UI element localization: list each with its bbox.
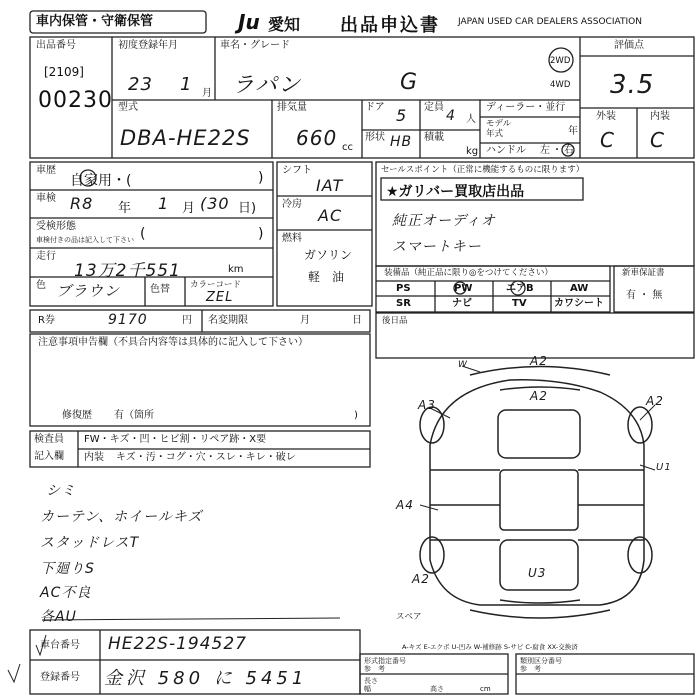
capacity-unit: 人 <box>466 114 476 125</box>
chassis-number: HE22S-194527 <box>108 634 247 654</box>
year-unit: 年 <box>568 126 578 137</box>
displacement-label: 排気量 <box>277 102 307 113</box>
equip-sr: SR <box>396 298 411 309</box>
car-name-label: 車名・グレード <box>220 40 290 51</box>
inspector-row-2: キズ・汚・コグ・穴・スレ・キレ・破レ <box>116 452 296 463</box>
handle-dot: ・ <box>552 145 562 156</box>
registration-month: 1 <box>180 74 193 95</box>
note-6: 各AU <box>40 609 77 625</box>
inspector-row-1: FW・キズ・凹・ヒビ割・リペア跡・X要 <box>84 434 267 445</box>
model-label: 型式 <box>118 102 138 113</box>
equip-power-seat: カワシート <box>554 298 604 309</box>
lot-code: [2109] <box>44 65 84 79</box>
delivery-sub: 車検付きの品は記入して下さい <box>36 236 134 244</box>
inspection-era: R8 <box>70 194 94 213</box>
repair-value: 有（箇所 <box>114 410 154 421</box>
selling-point-2: スマートキー <box>392 239 482 255</box>
footer-unit: cm <box>480 685 491 693</box>
registration-label: 初度登録年月 <box>118 40 178 51</box>
equip-aw: AW <box>570 283 589 294</box>
inspection-day: (30 <box>200 194 230 213</box>
damage-mark-w: W <box>458 360 468 370</box>
exterior-grade: C <box>600 128 615 152</box>
handle-right: 右 <box>564 145 574 156</box>
registration-year: 23 <box>128 74 153 95</box>
grade-value: G <box>400 70 419 95</box>
year-label: 年式 <box>486 129 504 139</box>
repair-label: 修復歴 <box>62 410 92 421</box>
note-5: AC不良 <box>40 585 92 601</box>
delivery-close: ) <box>258 226 264 242</box>
displacement-unit: cc <box>342 142 353 153</box>
model-value: DBA-HE22S <box>120 126 251 150</box>
load-label: 積載 <box>424 132 444 143</box>
shape-label: 形状 <box>365 132 385 143</box>
handle-label: ハンドル <box>486 145 526 156</box>
color-value: ブラウン <box>56 282 121 300</box>
plate-label: 登録番号 <box>40 672 80 683</box>
mileage-label: 走行 <box>36 251 56 262</box>
storage-stamp: 車内保管・守衛保管 <box>36 14 154 29</box>
equip-airbag: エアB <box>506 283 534 294</box>
damage-mark-a3: A3 <box>418 398 436 412</box>
gulliver-banner: ★ガリバー買取店出品 <box>386 184 525 200</box>
model-year-label: モデル <box>486 119 512 129</box>
note-2: カーテン、ホイールキズ <box>40 509 203 525</box>
repair-close: ) <box>354 410 358 421</box>
color-change-label: 色替 <box>150 284 170 295</box>
dealer-label: ディーラー・並行 <box>486 102 566 113</box>
r-ticket-label: R券 <box>38 315 55 326</box>
ac-label: 冷房 <box>282 199 302 210</box>
lot-number: 00230 <box>38 88 113 113</box>
notes-label: 注意事項申告欄（不具合内容等は具体的に記入して下さい） <box>38 337 308 348</box>
color-label: 色 <box>36 280 46 291</box>
note-1: シミ <box>46 483 76 499</box>
footer-class-no: 類別区分番号 <box>520 657 562 665</box>
inspection-y-unit: 年 <box>118 201 132 216</box>
damage-mark-a4: A4 <box>396 498 414 512</box>
footer-height: 高さ <box>430 685 444 693</box>
month-unit: 月 <box>202 88 212 99</box>
ju-logo: Ju <box>238 10 260 34</box>
name-change-label: 名変期限 <box>208 315 248 326</box>
footer-type-no: 形式指定番号 <box>364 657 406 665</box>
damage-mark-u3: U3 <box>528 566 547 580</box>
chassis-label: 車台番号 <box>40 640 80 651</box>
drive-4wd: 4WD <box>550 80 571 90</box>
shift-value: IAT <box>316 176 344 195</box>
car-diagram <box>420 367 652 619</box>
damage-mark-a2-front: A2 <box>530 354 548 368</box>
fuel-diesel: 軽 油 <box>308 270 345 284</box>
ac-value: AC <box>318 206 343 225</box>
equipment-label: 装備品（純正品に限り◎をつけてください） <box>384 268 553 278</box>
spare-label: スペア <box>396 612 422 622</box>
later-docs-label: 後日品 <box>382 316 408 326</box>
doors-label: ドア <box>365 102 385 113</box>
footer-length: 長さ <box>364 677 378 685</box>
inspector-label-2: 記入欄 <box>34 451 64 462</box>
r-ticket-value: 9170 <box>108 312 148 328</box>
doors-value: 5 <box>396 106 408 125</box>
drive-2wd: 2WD <box>550 56 571 66</box>
damage-mark-a2-rear: A2 <box>412 572 430 586</box>
color-code-label: カラーコード <box>190 280 242 290</box>
equip-tv: TV <box>512 298 527 309</box>
interior-label: 内装 <box>650 111 670 122</box>
footer-ref-2: 参 考 <box>520 665 541 673</box>
inspection-m-unit: 月 <box>182 201 196 216</box>
form-title: 出品申込書 <box>340 15 440 36</box>
warranty-label: 新車保証書 <box>622 268 665 278</box>
shift-label: シフト <box>282 165 312 176</box>
fuel-gasoline: ガソリン <box>304 248 353 262</box>
damage-mark-u1: U1 <box>656 462 672 473</box>
history-close: ) <box>258 170 264 186</box>
note-4: 下廻りS <box>40 561 95 577</box>
capacity-label: 定員 <box>424 102 444 113</box>
displacement-value: 660 <box>296 126 338 150</box>
mileage-value: 13万2千551 <box>74 261 181 281</box>
load-unit: kg <box>466 146 479 157</box>
delivery-label: 受検形態 <box>36 221 76 232</box>
color-code: ZEL <box>206 290 234 305</box>
name-change-day: 日 <box>352 315 362 326</box>
footer-width: 幅 <box>364 685 371 693</box>
car-name-value: ラパン <box>232 73 302 98</box>
association-name: JAPAN USED CAR DEALERS ASSOCIATION <box>458 17 642 27</box>
name-change-month: 月 <box>300 315 310 326</box>
delivery-open: ( <box>140 226 146 242</box>
mileage-unit: km <box>228 264 244 275</box>
footer-ref-1: 参 考 <box>364 665 385 673</box>
handle-left: 左 <box>540 145 550 156</box>
equip-pw: PW <box>454 283 473 294</box>
history-value: 自家用・( <box>70 173 132 189</box>
inspection-month: 1 <box>158 194 170 213</box>
score-value: 3.5 <box>610 70 655 100</box>
interior-grade: C <box>650 128 665 152</box>
inspector-label-1: 検査員 <box>34 434 64 445</box>
equip-navi: ナビ <box>452 298 472 309</box>
inspection-label: 車検 <box>36 193 56 204</box>
fuel-label: 燃料 <box>282 233 302 244</box>
warranty-options: 有 ・ 無 <box>626 290 663 301</box>
inspection-d-unit: 日) <box>238 201 257 216</box>
note-3: スタッドレスT <box>40 535 140 551</box>
selling-points-label: セールスポイント（正常に機能するものに限ります） <box>381 165 585 175</box>
exterior-label: 外装 <box>596 111 616 122</box>
capacity-value: 4 <box>446 108 456 124</box>
selling-point-1: 純正オーディオ <box>392 213 496 229</box>
damage-legend: A-キズ E-エクボ U-凹み W-補修跡 S-サビ C-腐食 XX-交換済 <box>402 643 578 651</box>
history-label: 車歴 <box>36 165 56 176</box>
damage-mark-a2-right: A2 <box>646 394 664 408</box>
lot-label: 出品番号 <box>36 40 76 51</box>
score-label: 評価点 <box>614 40 644 51</box>
equip-ps: PS <box>396 283 411 294</box>
logo-text: 愛知 <box>268 15 301 34</box>
plate-number: 金沢 580 に 5451 <box>104 668 308 689</box>
shape-value: HB <box>390 134 413 150</box>
damage-mark-a2-hood: A2 <box>530 389 548 403</box>
inspector-row-2-label: 内装 <box>84 452 104 463</box>
r-ticket-unit: 円 <box>182 315 192 326</box>
